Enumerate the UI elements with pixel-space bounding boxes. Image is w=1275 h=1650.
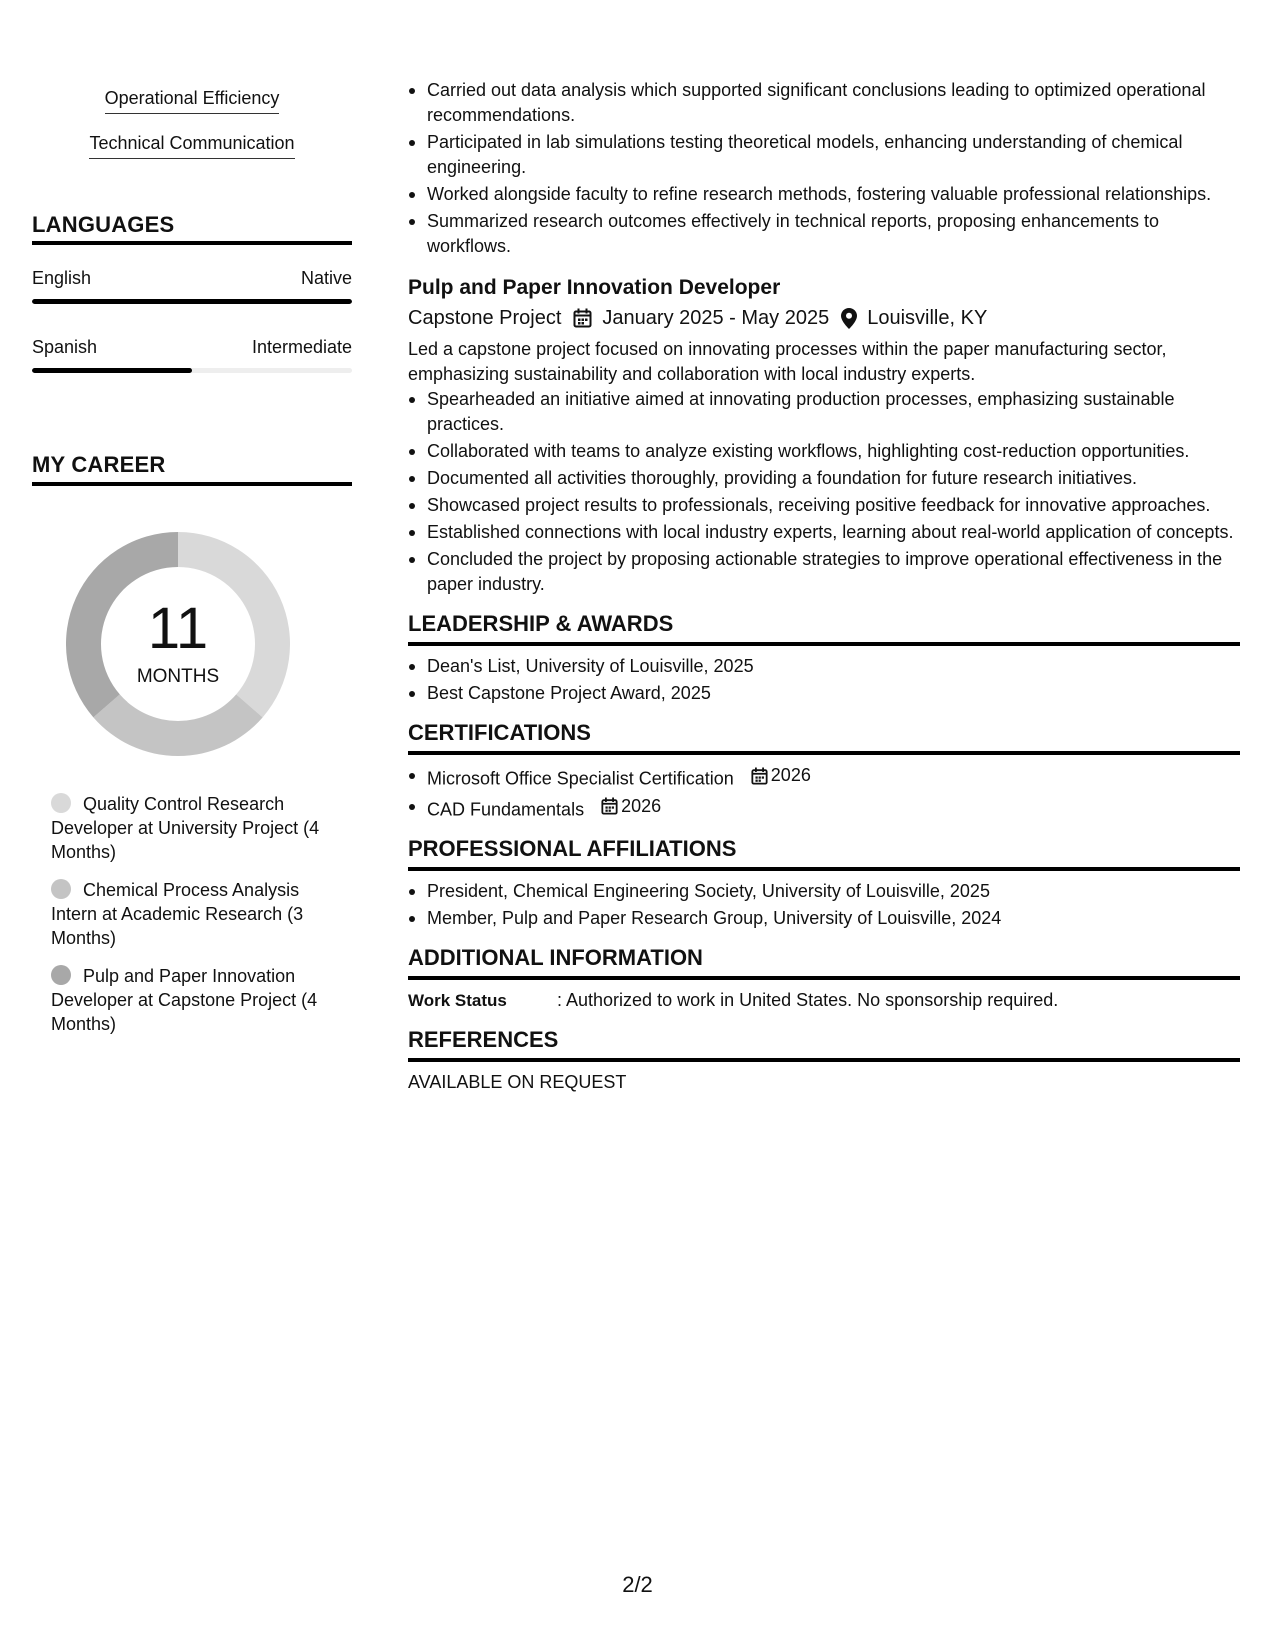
job-bullets xyxy=(408,387,1240,597)
experience-bullets xyxy=(408,78,1240,259)
language-row xyxy=(32,268,352,289)
language-bar-fill xyxy=(32,368,192,373)
section-divider xyxy=(408,642,1240,646)
list-item: President, Chemical Engineering Society, University of Louisville, 2025 xyxy=(408,879,1240,904)
career-legend-label: Quality Control Research Developer at University Project (4 Months) xyxy=(51,794,320,862)
certification-date xyxy=(601,794,661,819)
list-item: Worked alongside faculty to refine research methods, fostering valuable professional relationships. xyxy=(408,182,1240,207)
list-item: Member, Pulp and Paper Research Group, University of Louisville, 2024 xyxy=(408,906,1240,931)
list-item: Dean's List, University of Louisville, 2025 xyxy=(408,654,1240,679)
certification-year: 2026 xyxy=(770,765,811,785)
job-meta xyxy=(408,303,1240,333)
awards-list xyxy=(408,654,1240,706)
list-item: Spearheaded an initiative aimed at innovating production processes, emphasizing sustainable practices. xyxy=(408,387,1240,437)
certifications-heading: CERTIFICATIONS xyxy=(408,720,591,745)
language-row xyxy=(32,337,352,358)
career-total-unit: MONTHS xyxy=(136,666,220,687)
calendar-icon xyxy=(573,308,592,328)
donut-segment-2 xyxy=(93,694,262,756)
additional-info-heading: ADDITIONAL INFORMATION xyxy=(408,945,703,970)
job-title: Pulp and Paper Innovation Developer xyxy=(408,276,781,299)
career-legend-label: Pulp and Paper Innovation Developer at Capstone Project (4 Months) xyxy=(51,966,318,1034)
career-legend-item xyxy=(51,878,341,950)
list-item: Documented all activities thoroughly, providing a foundation for future research initiatives. xyxy=(408,466,1240,491)
section-divider xyxy=(408,751,1240,755)
certification-date xyxy=(751,763,811,788)
work-status-label: Work Status xyxy=(408,991,507,1010)
certification-year: 2026 xyxy=(621,795,662,816)
legend-dot xyxy=(51,879,71,899)
references-heading: REFERENCES xyxy=(408,1027,559,1052)
list-item xyxy=(408,794,1240,823)
section-divider xyxy=(408,867,1240,871)
location-pin-icon xyxy=(841,308,857,329)
right-column xyxy=(408,78,1240,1095)
certification-name: CAD Fundamentals xyxy=(427,799,585,819)
list-item: Established connections with local industry experts, learning about real-world application of concepts. xyxy=(408,520,1240,545)
certifications-list xyxy=(408,763,1240,822)
language-name: English xyxy=(32,268,92,288)
list-item: Participated in lab simulations testing theoretical models, enhancing understanding of chemical engineering. xyxy=(408,130,1240,180)
legend-dot xyxy=(51,965,71,985)
job-description: Led a capstone project focused on innovating processes within the paper manufacturing sector, emphasizing sustainability and collaboration with local industry experts. xyxy=(408,339,1167,384)
job-location: Louisville, KY xyxy=(867,307,988,329)
language-bar-fill xyxy=(32,299,352,304)
job-dates: January 2025 - May 2025 xyxy=(602,307,830,329)
list-item: Best Capstone Project Award, 2025 xyxy=(408,681,1240,706)
certification-name: Microsoft Office Specialist Certification xyxy=(427,768,734,789)
language-name: Spanish xyxy=(32,337,98,357)
section-divider xyxy=(408,1058,1240,1062)
skill-tag: Operational Efficiency xyxy=(32,88,352,114)
list-item: Carried out data analysis which supported significant conclusions leading to optimized operational recommendations. xyxy=(408,78,1240,128)
awards-heading: LEADERSHIP & AWARDS xyxy=(408,611,674,636)
work-status-value: : Authorized to work in United States. No sponsorship required. xyxy=(557,990,1059,1010)
calendar-icon xyxy=(751,767,768,785)
job-company: Capstone Project xyxy=(408,307,562,329)
skill-tag: Technical Communication xyxy=(32,133,352,159)
career-legend-label: Chemical Process Analysis Intern at Academic Research (3 Months) xyxy=(51,880,304,948)
career-heading: MY CAREER xyxy=(32,452,166,477)
list-item: Concluded the project by proposing actionable strategies to improve operational effectiveness in the paper industry. xyxy=(408,547,1240,597)
list-item: Summarized research outcomes effectively in technical reports, proposing enhancements to workflows. xyxy=(408,209,1240,259)
list-item: Showcased project results to professionals, receiving positive feedback for innovative approaches. xyxy=(408,493,1240,518)
career-legend-item xyxy=(51,964,341,1036)
list-item xyxy=(408,763,1240,792)
affiliations-list xyxy=(408,879,1240,931)
page-number: 2/2 xyxy=(622,1572,653,1597)
section-divider xyxy=(32,241,352,245)
career-legend-item xyxy=(51,792,341,864)
languages-heading: LANGUAGES xyxy=(32,212,175,237)
references-text: AVAILABLE ON REQUEST xyxy=(408,1072,627,1092)
language-level: Intermediate xyxy=(251,337,352,357)
calendar-icon xyxy=(601,797,618,815)
section-divider xyxy=(408,976,1240,980)
legend-dot xyxy=(51,793,71,813)
affiliations-heading: PROFESSIONAL AFFILIATIONS xyxy=(408,836,737,861)
language-level: Native xyxy=(300,268,352,288)
language-bar xyxy=(32,299,352,304)
work-status-row xyxy=(408,988,1240,1013)
career-total-number: 11 xyxy=(147,596,209,661)
section-divider xyxy=(32,482,352,486)
language-bar xyxy=(32,368,352,373)
list-item: Collaborated with teams to analyze existing workflows, highlighting cost-reduction opportunities. xyxy=(408,439,1240,464)
